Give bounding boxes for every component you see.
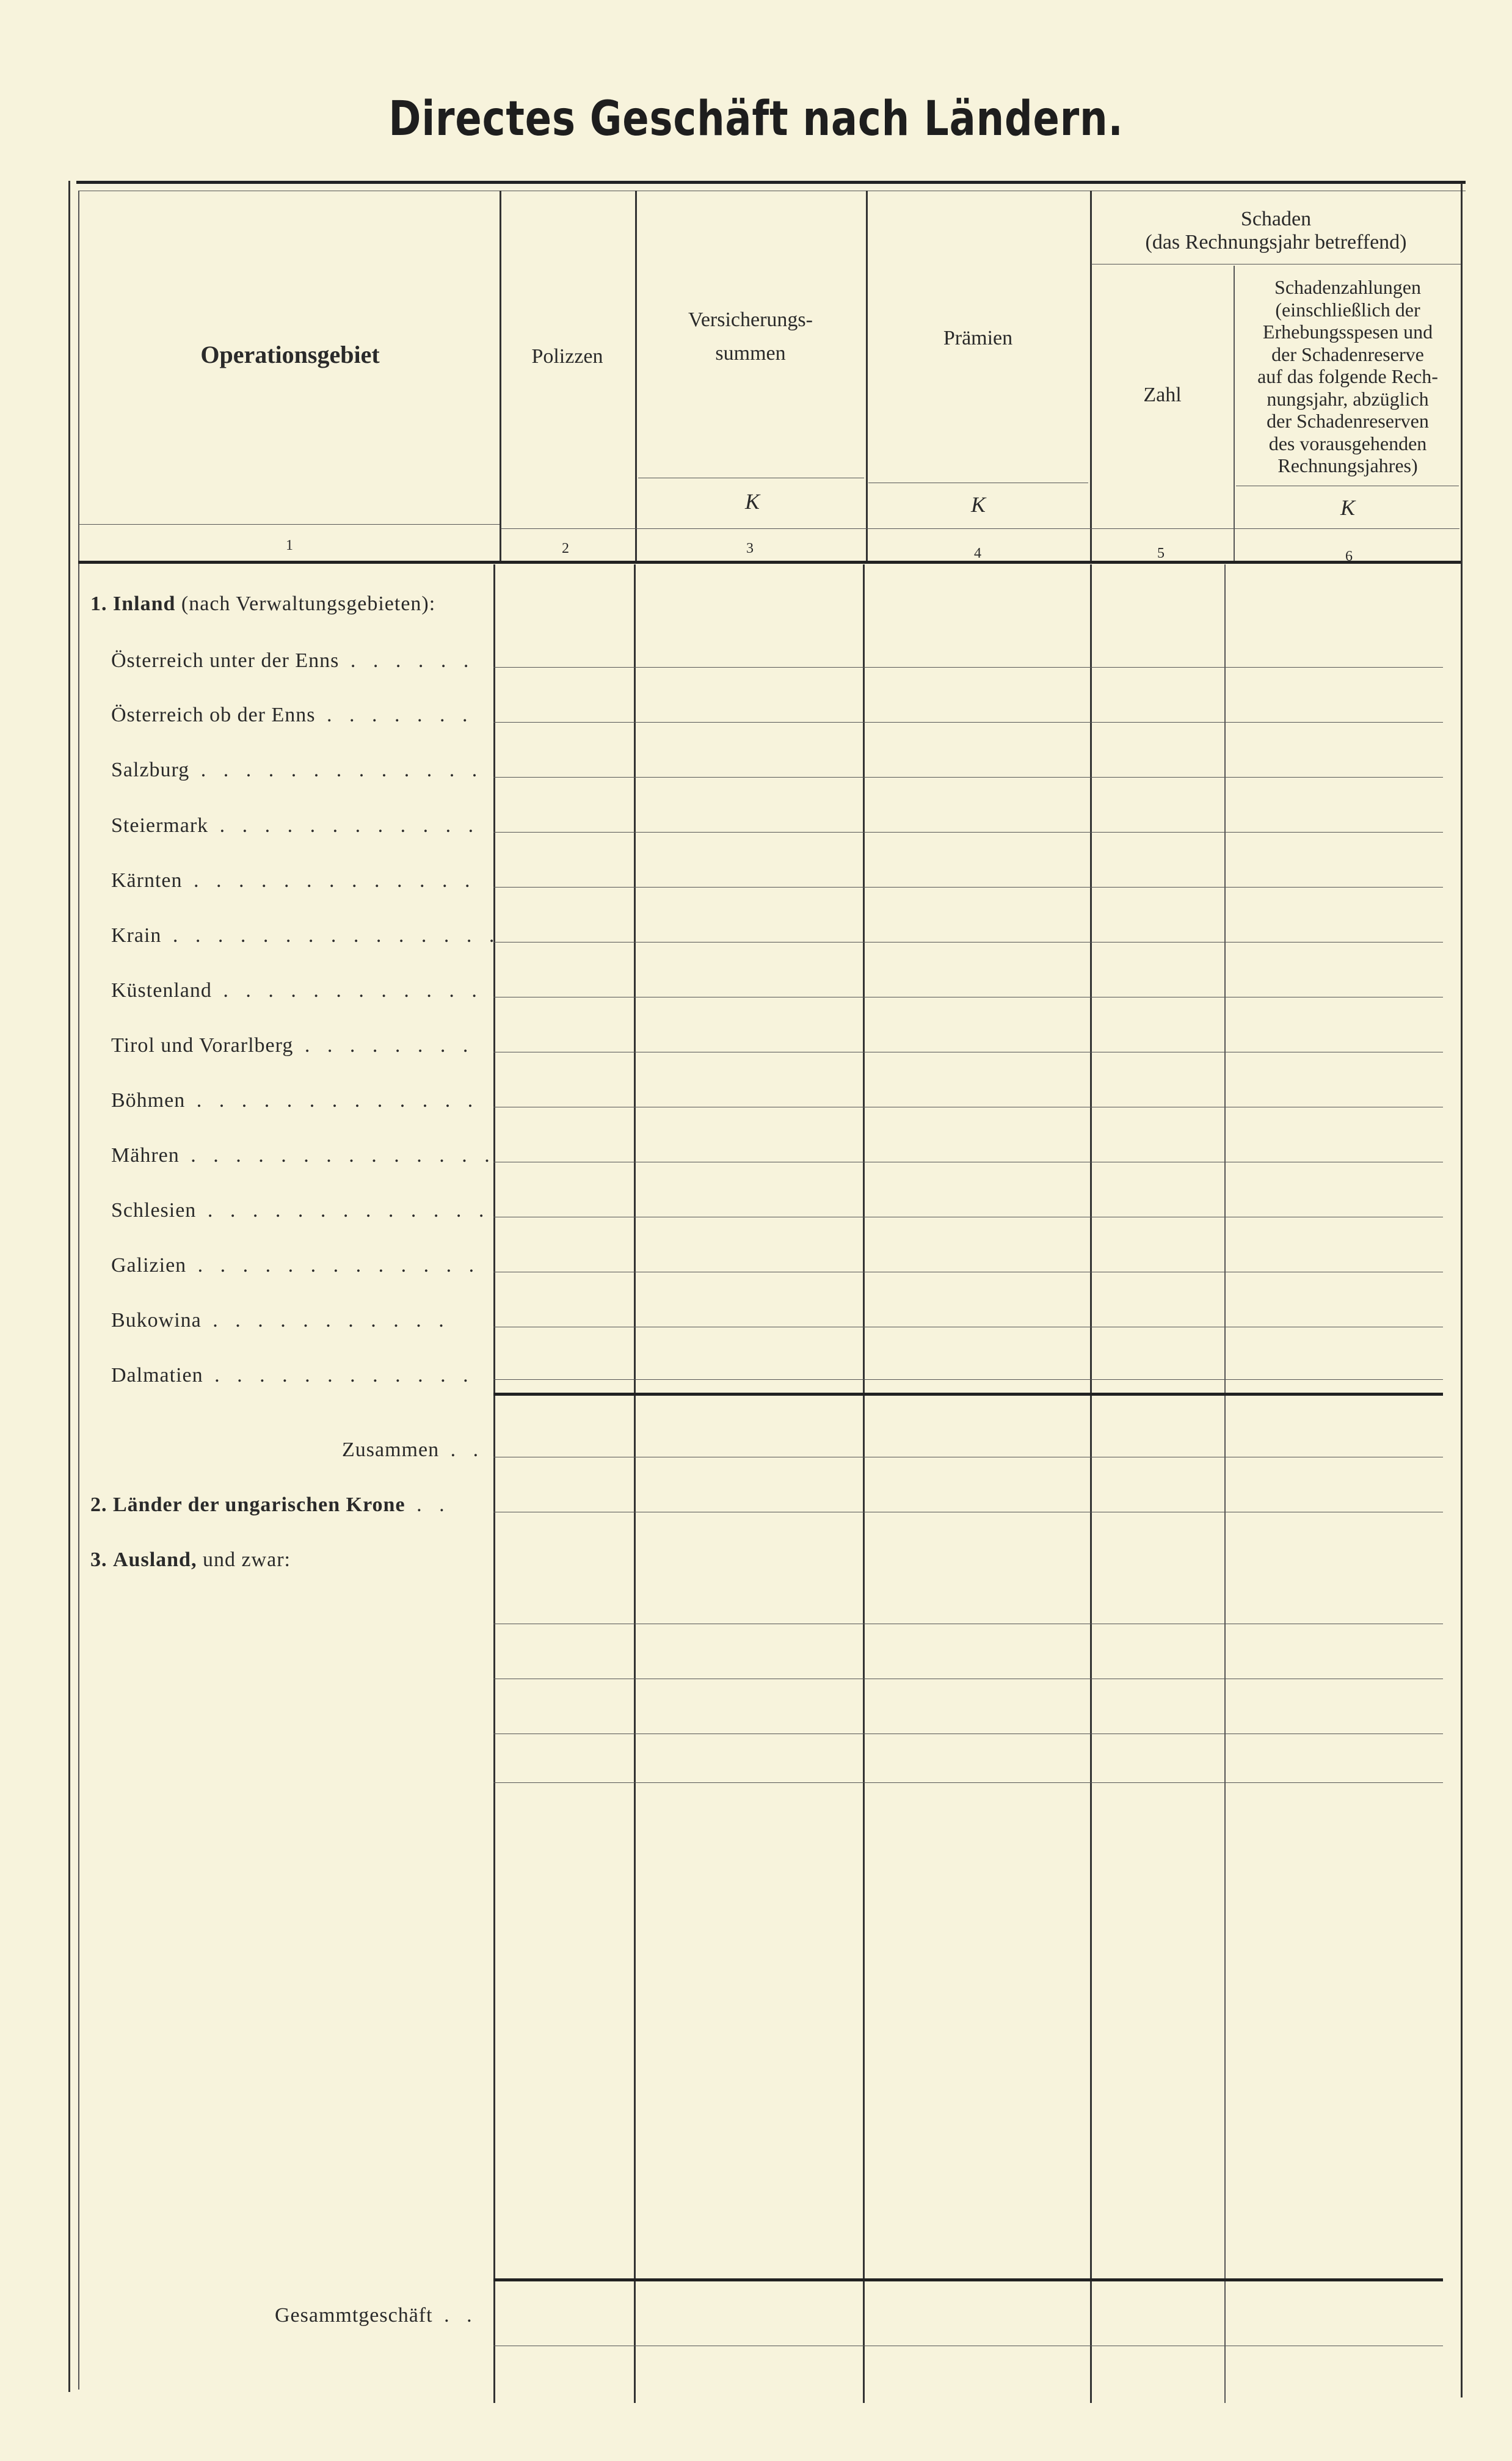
col6-line: Rechnungsjahres) [1278,454,1418,476]
row-label [111,1144,496,1167]
row-label [111,1254,480,1277]
row-rule [493,722,1443,723]
section-number: 1. [90,592,107,615]
col-header-schaden-sub: (das Rechnungsjahr betreffend) [1145,231,1407,253]
row-rule [493,777,1443,778]
header-divider-3 [635,191,637,563]
row-text: Österreich unter der Enns [111,649,340,672]
col6-line: (einschließlich der [1275,298,1420,321]
row-leader: . . . . . . . . . . . . . . . [161,924,501,947]
frame-top-rule [76,181,1466,184]
body-divider-5 [1090,564,1092,2403]
section-title: Ausland, [113,1548,197,1571]
col-header-schaden: Schaden [1240,208,1312,230]
row-rule [493,1379,1443,1380]
row-rule [493,667,1443,668]
row-text: Tirol und Vorarlberg [111,1034,294,1057]
col6-line: der Schadenreserve [1271,343,1424,365]
blank-row-rule [493,1782,1443,1783]
col-header-polizzen: Polizzen [531,345,603,368]
col6-line: auf das folgende Rech- [1257,365,1438,387]
row-leader: . . . . . . . . . . . [201,1309,450,1332]
row-leader: . . . . . . . . . . . . . . [179,1144,496,1167]
col-number-2: 2 [562,541,569,556]
col-header-versicherungssummen-1: Versicherungs- [688,308,813,331]
row-leader: . . [432,2304,478,2327]
row-leader: . . . . . . . . . . . . [203,1364,474,1387]
col6-line: der Schadenreserven [1267,410,1429,432]
frame-left-rule [68,181,70,2392]
gesammt-text: Gesammtgeschäft [275,2304,433,2327]
header-divider-2 [500,191,501,563]
row-label [111,1089,479,1112]
colnumber-rule [501,528,1459,529]
col6-line: Schadenzahlungen [1274,276,1421,298]
row-text: Krain [111,924,162,947]
section-subtitle: (nach Verwaltungsgebieten): [181,592,436,615]
row-leader: . . . . . . . [315,704,474,726]
gesammt-label [275,2304,478,2327]
unit-col6: K [1340,495,1356,520]
row-label [111,924,500,947]
subtotal-rule [493,1393,1443,1396]
row-label [111,814,479,837]
row-leader: . . [439,1438,485,1461]
total-rule [493,2278,1443,2281]
row-label [111,869,476,892]
section-ausland-heading [90,1548,291,1572]
col-number-5: 5 [1157,545,1165,561]
row-leader: . . . . . . . . . . . . . [185,1089,479,1112]
frame-left-inner-rule [78,191,79,2390]
row-label [111,1034,474,1057]
col6-line: des vorausgehenden [1268,432,1427,454]
row-text: Dalmatien [111,1364,203,1387]
row-leader: . . . . . . . . [293,1034,474,1057]
frame-right-rule [1461,183,1463,2397]
unit-col3: K [745,489,760,514]
section-ungarn-heading [90,1493,451,1517]
section-title: Inland [113,592,176,615]
section-title: Länder der ungarischen Krone [113,1493,405,1516]
row-leader: . . . . . . . . . . . . . [182,869,476,892]
col-header-versicherungssummen-2: summen [715,342,786,365]
row-text: Schlesien [111,1199,197,1222]
col-header-praemien: Prämien [943,327,1013,349]
col6-line: nungsjahr, abzüglich [1267,387,1429,410]
body-divider-6 [1224,564,1226,2403]
col-number-3: 3 [746,541,754,556]
row-leader: . . [405,1493,451,1516]
row-leader: . . . . . . . . . . . . [208,814,480,837]
col-number-4: 4 [974,545,981,561]
col6-line: Erhebungsspesen und [1262,321,1433,343]
col1-number-rule [79,524,500,525]
row-rule [493,832,1443,833]
row-text: Mähren [111,1144,180,1167]
section-subtitle: und zwar: [202,1548,291,1571]
section-number: 3. [90,1548,107,1571]
row-text: Österreich ob der Enns [111,704,316,726]
row-leader: . . . . . . . . . . . . . [186,1254,481,1277]
col-header-zahl: Zahl [1143,384,1182,406]
row-label [111,1199,490,1222]
col-number-6: 6 [1345,549,1353,564]
body-divider-3 [634,564,636,2403]
unit-col4: K [971,492,986,517]
zusammen-text: Zusammen [342,1438,440,1461]
row-rule [493,887,1443,888]
body-divider-4 [863,564,865,2403]
row-label [111,759,483,782]
row-text: Küstenland [111,979,212,1002]
row-leader: . . . . . . [339,649,475,672]
row-text: Bukowina [111,1309,202,1332]
row-text: Steiermark [111,814,209,837]
row-text: Galizien [111,1254,187,1277]
col-number-1: 1 [286,538,293,553]
section-inland-heading [90,592,435,616]
col-header-schadenzahlungen [1235,276,1461,477]
row-label [111,1364,474,1387]
page-title: Directes Geschäft nach Ländern. [388,92,1124,147]
zusammen-label [342,1438,484,1462]
row-label [111,979,483,1002]
row-label [111,649,474,673]
row-leader: . . . . . . . . . . . . [211,979,483,1002]
section-number: 2. [90,1493,107,1516]
row-text: Böhmen [111,1089,186,1112]
body-divider-2 [493,564,495,2403]
row-leader: . . . . . . . . . . . . . [189,759,484,781]
row-leader: . . . . . . . . . . . . . [196,1199,490,1222]
header-bottom-rule [78,561,1461,564]
row-label [111,1309,450,1332]
row-text: Salzburg [111,759,190,781]
col-header-operationsgebiet: Operationsgebiet [200,341,380,368]
row-text: Kärnten [111,869,183,892]
header-divider-4 [866,191,868,563]
row-label [111,704,474,727]
